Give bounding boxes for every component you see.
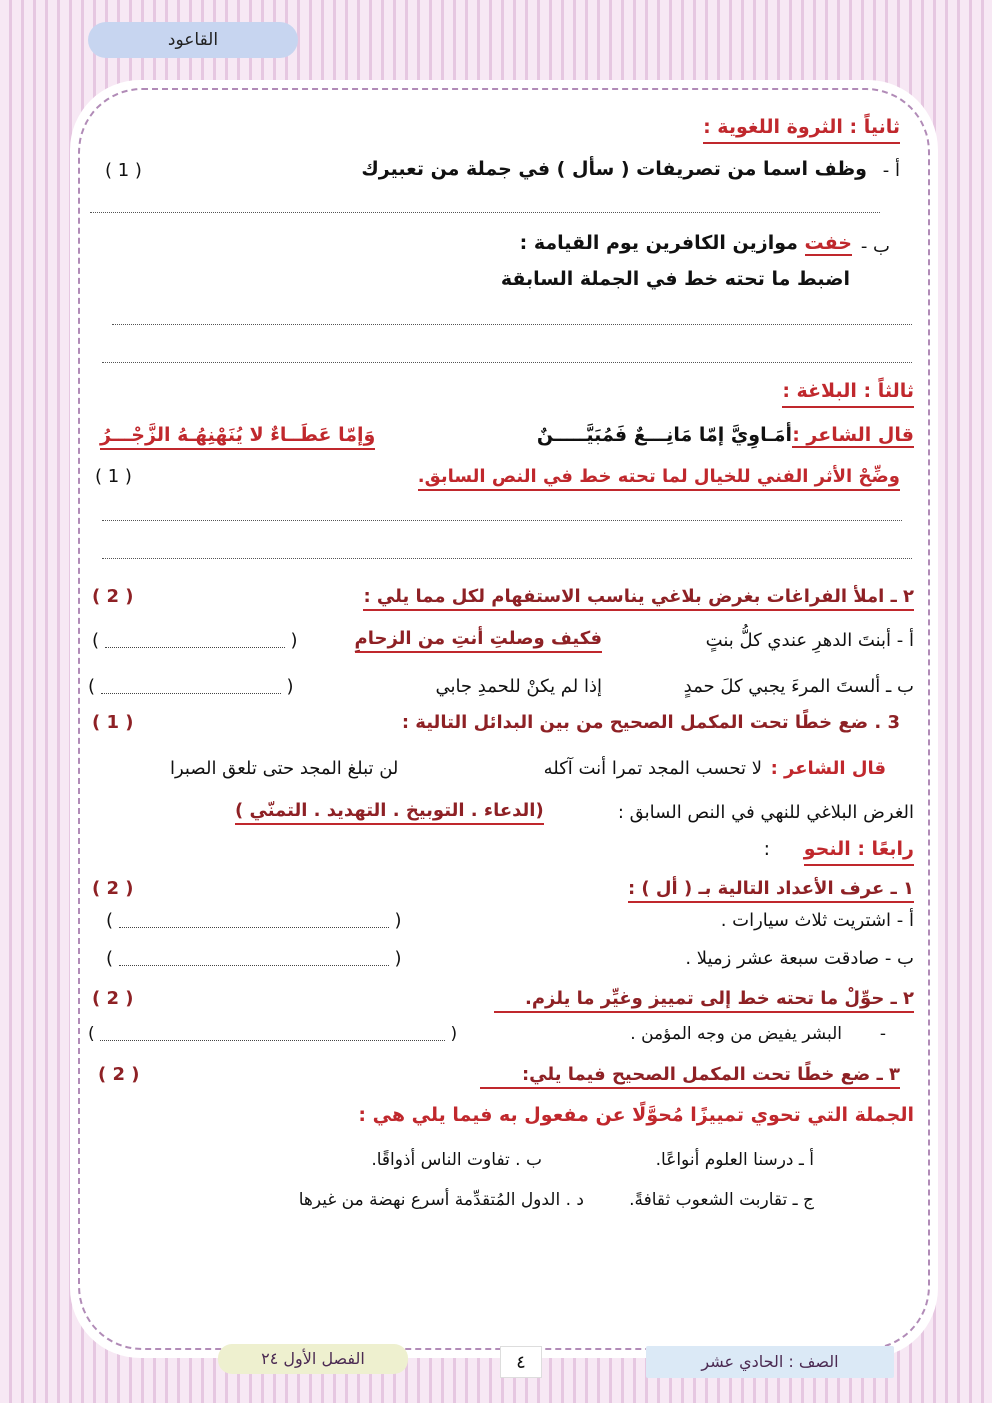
q2-a-first: أبنتَ الدهرِ عندي كلُّ بنتٍ (705, 630, 892, 651)
sentence-rest: موازين الكافرين يوم القيامة : (519, 232, 798, 254)
option-c[interactable]: ج ـ تقاربت الشعوب ثقافةً. (629, 1190, 814, 1210)
q2-b-first: ألستَ المرءَ يجبي كلَ حمدٍ (683, 676, 881, 697)
q2-a-label: أ - (896, 630, 914, 651)
section-3-verse-second: وَإمّا عَطَــاءٌ لا يُنَهْنِهُـهُ الزَّجْـــرُ (100, 424, 375, 450)
footer-grade-pill (646, 1346, 894, 1378)
paren-open: ( (290, 630, 298, 651)
answer-dots[interactable] (119, 952, 389, 966)
section-3-q3-purpose: الغرض البلاغي للنهي في النص السابق : (617, 802, 914, 823)
section-2-title-text: ثانياً : الثروة اللغوية : (703, 116, 900, 144)
section-4-q3-title: ٣ ـ ضع خطًا تحت المكمل الصحيح فيما يلي: (480, 1064, 900, 1089)
answer-dots[interactable] (105, 634, 285, 648)
section-4-q1-b: ب - صادقت سبعة عشر زميلا . (685, 948, 914, 969)
header-pill (88, 22, 298, 58)
section-3-q2-a (706, 630, 914, 651)
answer-line[interactable] (112, 324, 912, 325)
section-3-q2-score: ( 2 ) (92, 586, 134, 607)
answer-line[interactable] (102, 558, 912, 559)
section-2-q-b-instruction: اضبط ما تحته خط في الجملة السابقة (500, 268, 850, 290)
answer-dots[interactable] (101, 680, 281, 694)
section-3-q3-first: لا تحسب المجد تمرا أنت آكله (543, 758, 762, 779)
option-a[interactable]: أ ـ درسنا العلوم أنواعًا. (655, 1150, 814, 1170)
section-4-q2-text: البشر يفيض من وجه المؤمن . (630, 1024, 842, 1044)
section-3-poet-label (792, 424, 914, 446)
section-4-title (804, 838, 914, 860)
section-3-q3-title: 3 . ضع خطًا تحت المكمل الصحيح من بين البدائل التالية : (401, 712, 900, 733)
paren-open: ( (450, 1024, 458, 1044)
header-title: القاعود (167, 30, 219, 50)
paren-close: ) (106, 948, 114, 969)
option-b[interactable]: ب . تفاوت الناس أذواقًا. (371, 1150, 542, 1170)
option-d[interactable]: د . الدول المُتقدِّمة أسرع نهضة من غيرها (298, 1190, 584, 1210)
section-2-q-a-label: أ - (882, 160, 900, 181)
section-4-q2-score: ( 2 ) (92, 988, 134, 1009)
footer-semester: الفصل الأول ٢٤ (261, 1349, 365, 1368)
section-3-q3-score: ( 1 ) (92, 712, 134, 733)
section-2-title (703, 116, 900, 138)
section-4-q2-dash: - (879, 1024, 886, 1044)
answer-paren[interactable] (106, 948, 402, 969)
section-4-q1-title: ١ ـ عرف الأعداد التالية بـ ( أل ) : (628, 878, 914, 903)
section-2-q-b-label: ب - (860, 236, 890, 257)
section-2-q-a-score: ( 1 ) (105, 160, 142, 181)
section-2-q-b-sentence (520, 232, 852, 254)
section-3-q1-score: ( 1 ) (95, 466, 132, 487)
paren-open: ( (394, 910, 402, 931)
section-4-q3-score: ( 2 ) (98, 1064, 140, 1085)
section-3-q2-b-second: إذا لم يكنْ للحمدِ جابي (435, 676, 602, 697)
answer-paren[interactable] (88, 676, 294, 697)
section-2-q-a-text: وظف اسما من تصريفات ( سأل ) في جملة من تعبيرك (361, 158, 867, 180)
section-4-q3-question: الجملة التي تحوي تمييزًا مُحوَّلًا عن مفعول به فيما يلي هي : (358, 1104, 914, 1126)
footer-semester-pill (218, 1344, 408, 1374)
section-3-q2-title: ٢ ـ املأ الفراغات بغرض بلاغي يناسب الاستفهام لكل مما يلي : (363, 586, 914, 611)
section-3-q3-options: (الدعاء . التوبيخ . التهديد . التمنّي ) (235, 800, 544, 825)
paren-close: ) (88, 676, 96, 697)
answer-line[interactable] (102, 520, 902, 521)
answer-line[interactable] (90, 212, 880, 213)
section-3-q2-a-second: فكيف وصلتِ أنتِ من الزحامِ (355, 628, 602, 653)
paren-open: ( (286, 676, 294, 697)
paren-close: ) (106, 910, 114, 931)
q2-b-label: ب ـ (886, 676, 914, 697)
paren-close: ) (88, 1024, 95, 1044)
section-3-title-text: ثالثاً : البلاغة : (782, 380, 914, 408)
poet-label-text: قال الشاعر : (792, 424, 914, 446)
underlined-word: خفت (804, 232, 852, 254)
answer-paren[interactable] (92, 630, 298, 651)
section-4-q1-score: ( 2 ) (92, 878, 134, 899)
paren-close: ) (92, 630, 100, 651)
answer-dots[interactable] (100, 1027, 445, 1041)
section-4-title-text: رابعًا : النحو (804, 838, 914, 866)
answer-paren[interactable] (88, 1024, 457, 1044)
section-3-q3-poet-label: قال الشاعر : (770, 758, 886, 779)
section-4-colon: : (763, 838, 770, 860)
section-3-q1-text: وضِّحْ الأثر الفني للخيال لما تحته خط في النص السابق. (418, 466, 900, 491)
footer-page-box (500, 1346, 542, 1378)
footer-grade: الصف : الحادي عشر (701, 1352, 839, 1371)
section-3-title (782, 380, 914, 402)
answer-line[interactable] (102, 362, 912, 363)
answer-paren[interactable] (106, 910, 402, 931)
section-3-q2-b (684, 676, 914, 697)
paren-open: ( (394, 948, 402, 969)
section-4-q2-title: ٢ ـ حوِّلْ ما تحته خط إلى تمييز وغيِّر ما يلزم. (494, 988, 914, 1013)
page-number: ٤ (516, 1352, 526, 1373)
section-4-q1-a: أ - اشتريت ثلاث سيارات . (720, 910, 914, 931)
section-3-verse-first: أمَـاوِيَّ إمّا مَانِـــعٌ فَمُبَيَّـــــنٌ (536, 424, 792, 446)
answer-dots[interactable] (119, 914, 389, 928)
section-3-q3-second: لن تبلغ المجد حتى تلعق الصبرا (170, 758, 399, 779)
